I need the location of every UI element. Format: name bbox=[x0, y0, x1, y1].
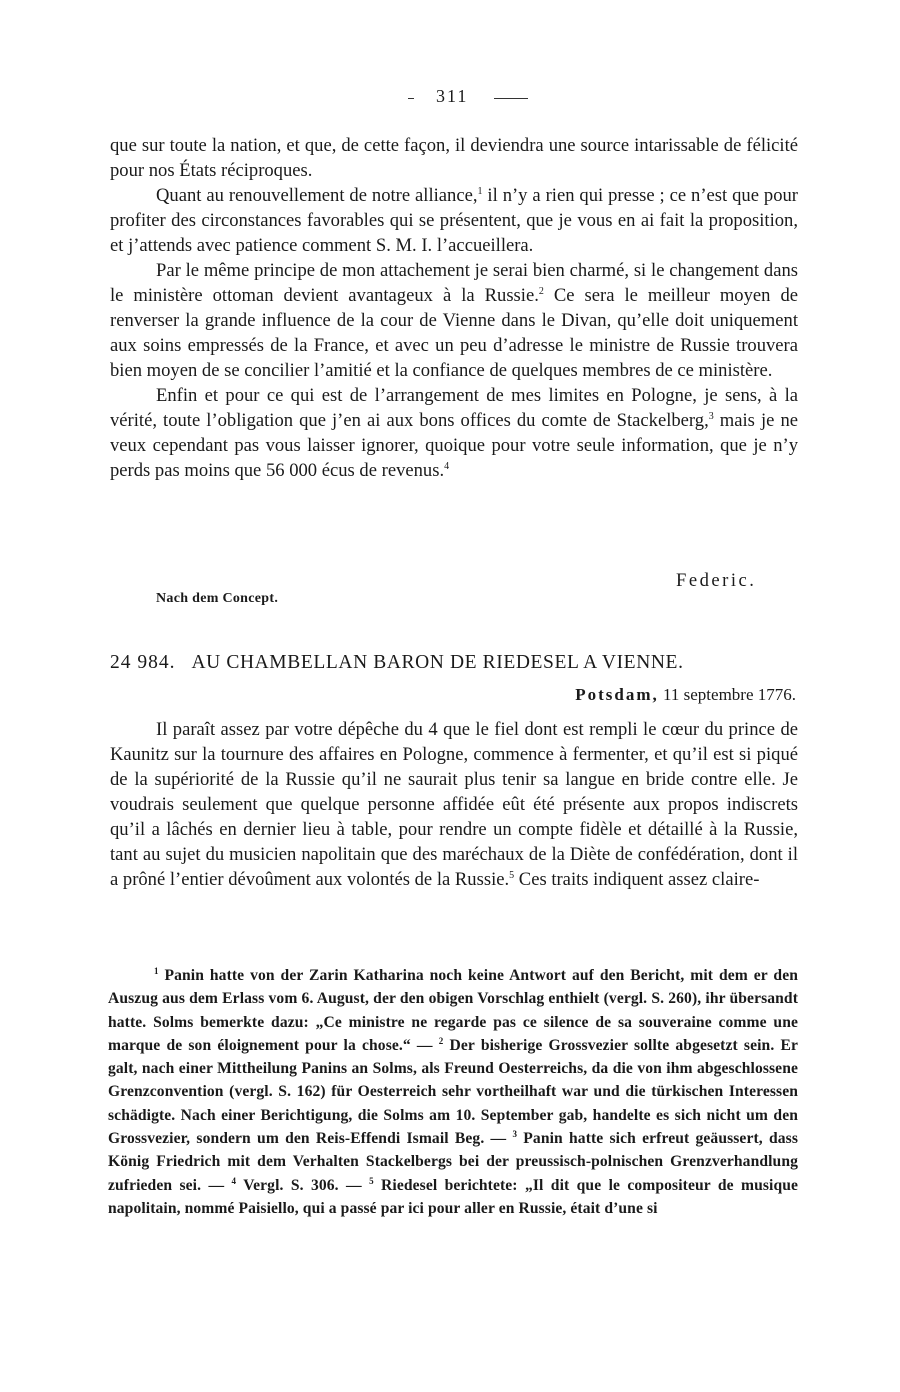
running-header bbox=[0, 86, 900, 112]
footnote-ref[interactable]: 2 bbox=[538, 286, 544, 297]
footnote-marker: 2 bbox=[438, 1035, 444, 1046]
paragraph bbox=[110, 183, 798, 258]
source-note: Nach dem Concept. bbox=[156, 591, 279, 606]
text-run: Ce sera le meilleur moyen de renverser la grande influence de la cour de Vienne dans le Divan, qu’elle doit uniquement aux soins empressés de la France, et avec un peu d’adresse le ministre de Russie trouvera bien moyen de se concilier l’amitié et la confiance de quelques membres de ce ministère. bbox=[110, 285, 798, 381]
footnote-text: Panin hatte von der Zarin Katharina noch keine Antwort auf den Bericht, mit dem er den Auszug aus dem Erlass vom 6. August, der den obigen Vorschlag enthielt (vergl. S. 260), ihr übersandt hatte. Solms bemerkte dazu: „Ce ministre ne regarde pas ce silence de sa souveraine comme une marque de son éloignement pour la chose.“ — bbox=[108, 967, 798, 1054]
letter-number: 24 984. bbox=[110, 652, 176, 673]
footnote-marker: 3 bbox=[512, 1129, 518, 1140]
previous-letter-body bbox=[110, 133, 798, 483]
header-rule bbox=[494, 98, 528, 99]
header-dash bbox=[408, 98, 414, 99]
footnote-block bbox=[108, 964, 798, 1220]
paragraph bbox=[110, 258, 798, 383]
letter-heading bbox=[110, 652, 800, 674]
text-run: Ces traits indiquent assez claire- bbox=[514, 869, 760, 890]
footnote-ref[interactable]: 4 bbox=[444, 461, 450, 472]
footnote-ref[interactable]: 1 bbox=[477, 186, 483, 197]
footnote-text: Der bisherige Grossvezier sollte abgesetzt sein. Er galt, nach einer Mittheilung Panins an Solms, als Freund Oesterreichs, da die von ihm abgeschlossene Grenzconvention (vergl. S. 162) für Oesterreich sehr vortheilhaft war und die türkischen Interessen schädigte. Nach einer Berichtigung, die Solms am 10. September gab, handelte es sich nicht um den Grossvezier, sondern um den Reis-Effendi Ismail Beg. — bbox=[108, 1036, 798, 1148]
paragraph bbox=[110, 133, 798, 183]
text-run: il n’y a rien qui presse ; ce n’est que pour profiter des circonstances favorables qui se présentent, que je vous en ai fait la proposition, et j’attends avec patience comment S. M. I. l’accueillera. bbox=[110, 185, 798, 256]
text-run: Il paraît assez par votre dépêche du 4 que le fiel dont est rempli le cœur du prince de Kaunitz sur la tournure des affaires en Pologne, commence à fermenter, et qu’il est si piqué de la supériorité de la Russie qu’il ne saurait plus tenir sa langue en bride contre elle. Je voudrais seulement que quelque personne affidée eût été présente aux propos indiscrets qu’il a lâchés en dernier lieu à table, pour rendre un compte fidèle et détaillé à la Russie, tant au sujet du musicien napolitain que des maréchaux de la Diète de confédération, dont il a prôné l’entier dévoûment aux volontés de la Russie. bbox=[110, 719, 798, 890]
footnote-ref[interactable]: 3 bbox=[708, 411, 714, 422]
footnote-marker: 5 bbox=[369, 1175, 374, 1186]
dateline-date: 11 septembre 1776. bbox=[663, 685, 796, 704]
paragraph bbox=[110, 717, 798, 892]
footnote-text: Panin hatte sich erfreut geäussert, dass König Friedrich mit dem Verhalten Stackelbergs bei der preussisch-polnischen Grenzverhandlung zufrieden sei. — bbox=[108, 1130, 798, 1194]
footnote-text: Riedesel berichtete: „Il dit que le compositeur de musique napolitain, nommé Paisiello, qui a passé par ici pour aller en Russie, était d’une si bbox=[108, 1176, 799, 1217]
letter-title: AU CHAMBELLAN BARON DE RIEDESEL A VIENNE. bbox=[191, 652, 684, 673]
text-run: que sur toute la nation, et que, de cette façon, il deviendra une source intarissable de félicité pour nos États réciproques. bbox=[110, 135, 798, 181]
text-run: Quant au renouvellement de notre alliance, bbox=[156, 185, 478, 206]
dateline bbox=[506, 685, 796, 705]
page-number: 311 bbox=[436, 86, 469, 106]
text-run: mais je ne veux cependant pas vous laisser ignorer, quoique pour votre seule information, que je n’y perds pas moins que 56 000 écus de revenus. bbox=[110, 410, 799, 481]
footnotes bbox=[108, 964, 798, 1220]
footnote-text: Vergl. S. 306. — bbox=[236, 1176, 370, 1194]
footnote-ref[interactable]: 5 bbox=[509, 870, 515, 881]
footnote-marker: 1 bbox=[154, 966, 159, 976]
text-run: Enfin et pour ce qui est de l’arrangement de mes limites en Pologne, je sens, à la vérité, toute l’obligation que j’en ai aux bons offices du comte de Stackelberg, bbox=[110, 385, 798, 431]
signature: Federic. bbox=[676, 570, 757, 591]
dateline-place: Potsdam, bbox=[575, 685, 659, 704]
letter-body bbox=[110, 717, 798, 892]
footnote-marker: 4 bbox=[231, 1175, 237, 1186]
text-run: Par le même principe de mon attachement je serai bien charmé, si le changement dans le ministère ottoman devient avantageux à la Russie. bbox=[110, 260, 798, 306]
paragraph bbox=[110, 383, 798, 483]
